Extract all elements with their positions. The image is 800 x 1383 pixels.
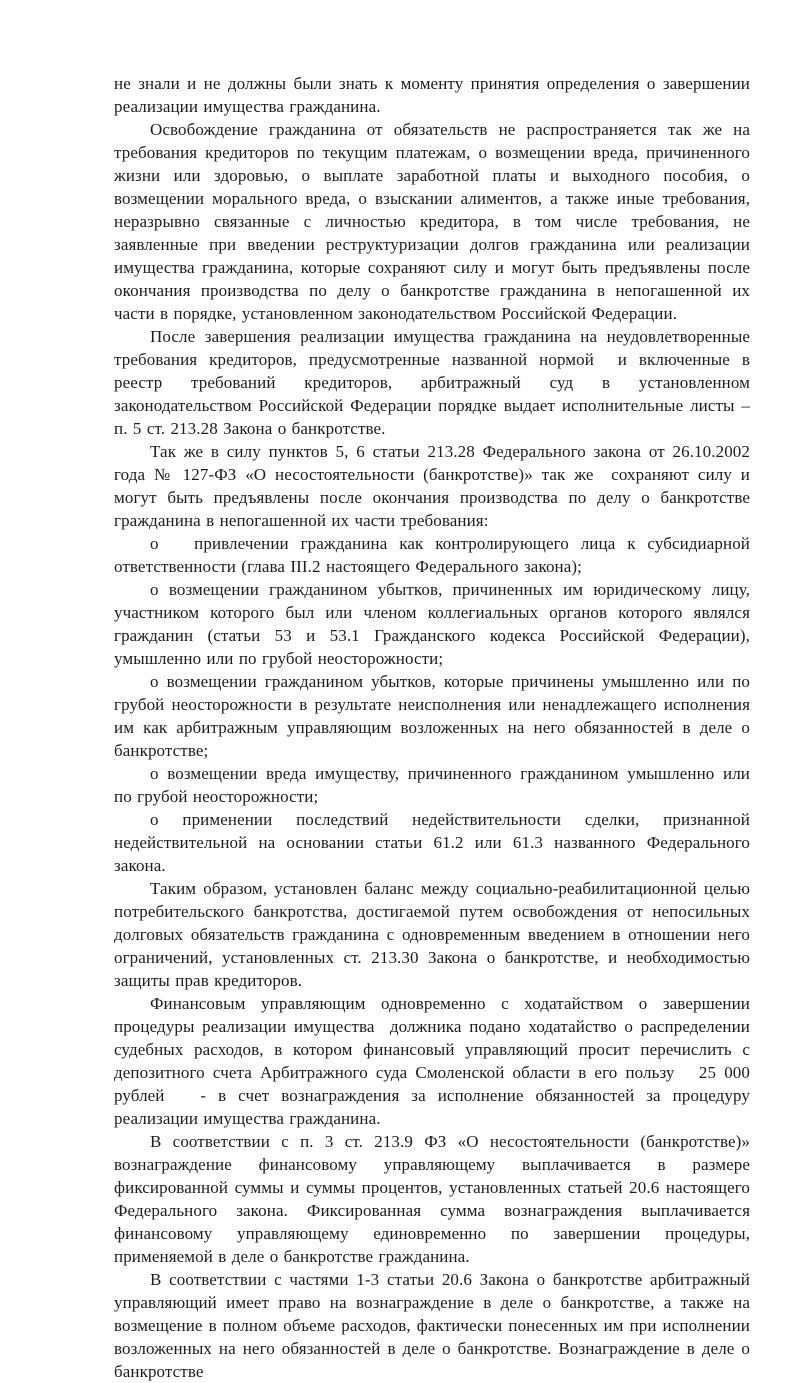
paragraph: В соответствии с п. 3 ст. 213.9 ФЗ «О несостоятельности (банкротстве)» вознаграждение финансовому управляющему выплачивается в размере фиксированной суммы и суммы процентов, установленных статьей 20.6 настоящего Федерального закона. Фиксированная сумма вознаграждения выплачивается финансовому управляющему единовременно по завершении процедуры, применяемой в деле о банкротстве гражданина.	[114, 1132, 750, 1266]
paragraph: о возмещении гражданином убытков, причиненных им юридическому лицу, участником которого был или членом коллегиальных органов которого являлся гражданин (статьи 53 и 53.1 Гражданского кодекса Российской Федерации), умышленно или по грубой неосторожности;	[114, 580, 750, 668]
paragraph: Так же в силу пунктов 5, 6 статьи 213.28 Федерального закона от 26.10.2002 года № 127-ФЗ «О несостоятельности (банкротстве)» так же сохраняют силу и могут быть предъявлены после окончания производства по делу о банкротстве гражданина в непогашенной их части требования:	[114, 442, 750, 530]
document-text-block	[114, 72, 750, 1383]
paragraph: о возмещении гражданином убытков, которые причинены умышленно или по грубой неосторожности в результате неисполнения или ненадлежащего исполнения им как арбитражным управляющим возложенных на него обязанностей в деле о банкротстве;	[114, 672, 750, 760]
paragraph: о привлечении гражданина как контролирующего лица к субсидиарной ответственности (глава III.2 настоящего Федерального закона);	[114, 534, 750, 576]
paragraph: Освобождение гражданина от обязательств не распространяется так же на требования кредиторов по текущим платежам, о возмещении вреда, причиненного жизни или здоровью, о выплате заработной платы и выходного пособия, о возмещении морального вреда, о взыскании алиментов, а также иные требования, неразрывно связанные с личностью кредитора, в том числе требования, не заявленные при введении реструктуризации долгов гражданина или реализации имущества гражданина, которые сохраняют силу и могут быть предъявлены после окончания производства по делу о банкротстве гражданина в непогашенной их части в порядке, установленном законодательством Российской Федерации.	[114, 120, 750, 323]
paragraph: В соответствии с частями 1-3 статьи 20.6 Закона о банкротстве арбитражный управляющий имеет право на вознаграждение в деле о банкротстве, а также на возмещение в полном объеме расходов, фактически понесенных им при исполнении возложенных на него обязанностей в деле о банкротстве. Вознаграждение в деле о банкротстве	[114, 1270, 750, 1381]
paragraph: не знали и не должны были знать к моменту принятия определения о завершении реализации имущества гражданина.	[114, 74, 750, 116]
paragraph: После завершения реализации имущества гражданина на неудовлетворенные требования кредиторов, предусмотренные названной нормой и включенные в реестр требований кредиторов, арбитражный суд в установленном законодательством Российской Федерации порядке выдает исполнительные листы – п. 5 ст. 213.28 Закона о банкротстве.	[114, 327, 750, 438]
paragraph: Финансовым управляющим одновременно с ходатайством о завершении процедуры реализации имущества должника подано ходатайство о распределении судебных расходов, в котором финансовый управляющий просит перечислить с депозитного счета Арбитражного суда Смоленской области в его пользу 25 000 рублей - в счет вознаграждения за исполнение обязанностей за процедуру реализации имущества гражданина.	[114, 994, 750, 1128]
paragraph: о возмещении вреда имуществу, причиненного гражданином умышленно или по грубой неосторожности;	[114, 764, 750, 806]
paragraph: Таким образом, установлен баланс между социально-реабилитационной целью потребительского банкротства, достигаемой путем освобождения от непосильных долговых обязательств гражданина с одновременным введением в отношении него ограничений, установленных ст. 213.30 Закона о банкротстве, и необходимостью защиты прав кредиторов.	[114, 879, 750, 990]
paragraph: о применении последствий недействительности сделки, признанной недействительной на основании статьи 61.2 или 61.3 названного Федерального закона.	[114, 810, 750, 875]
